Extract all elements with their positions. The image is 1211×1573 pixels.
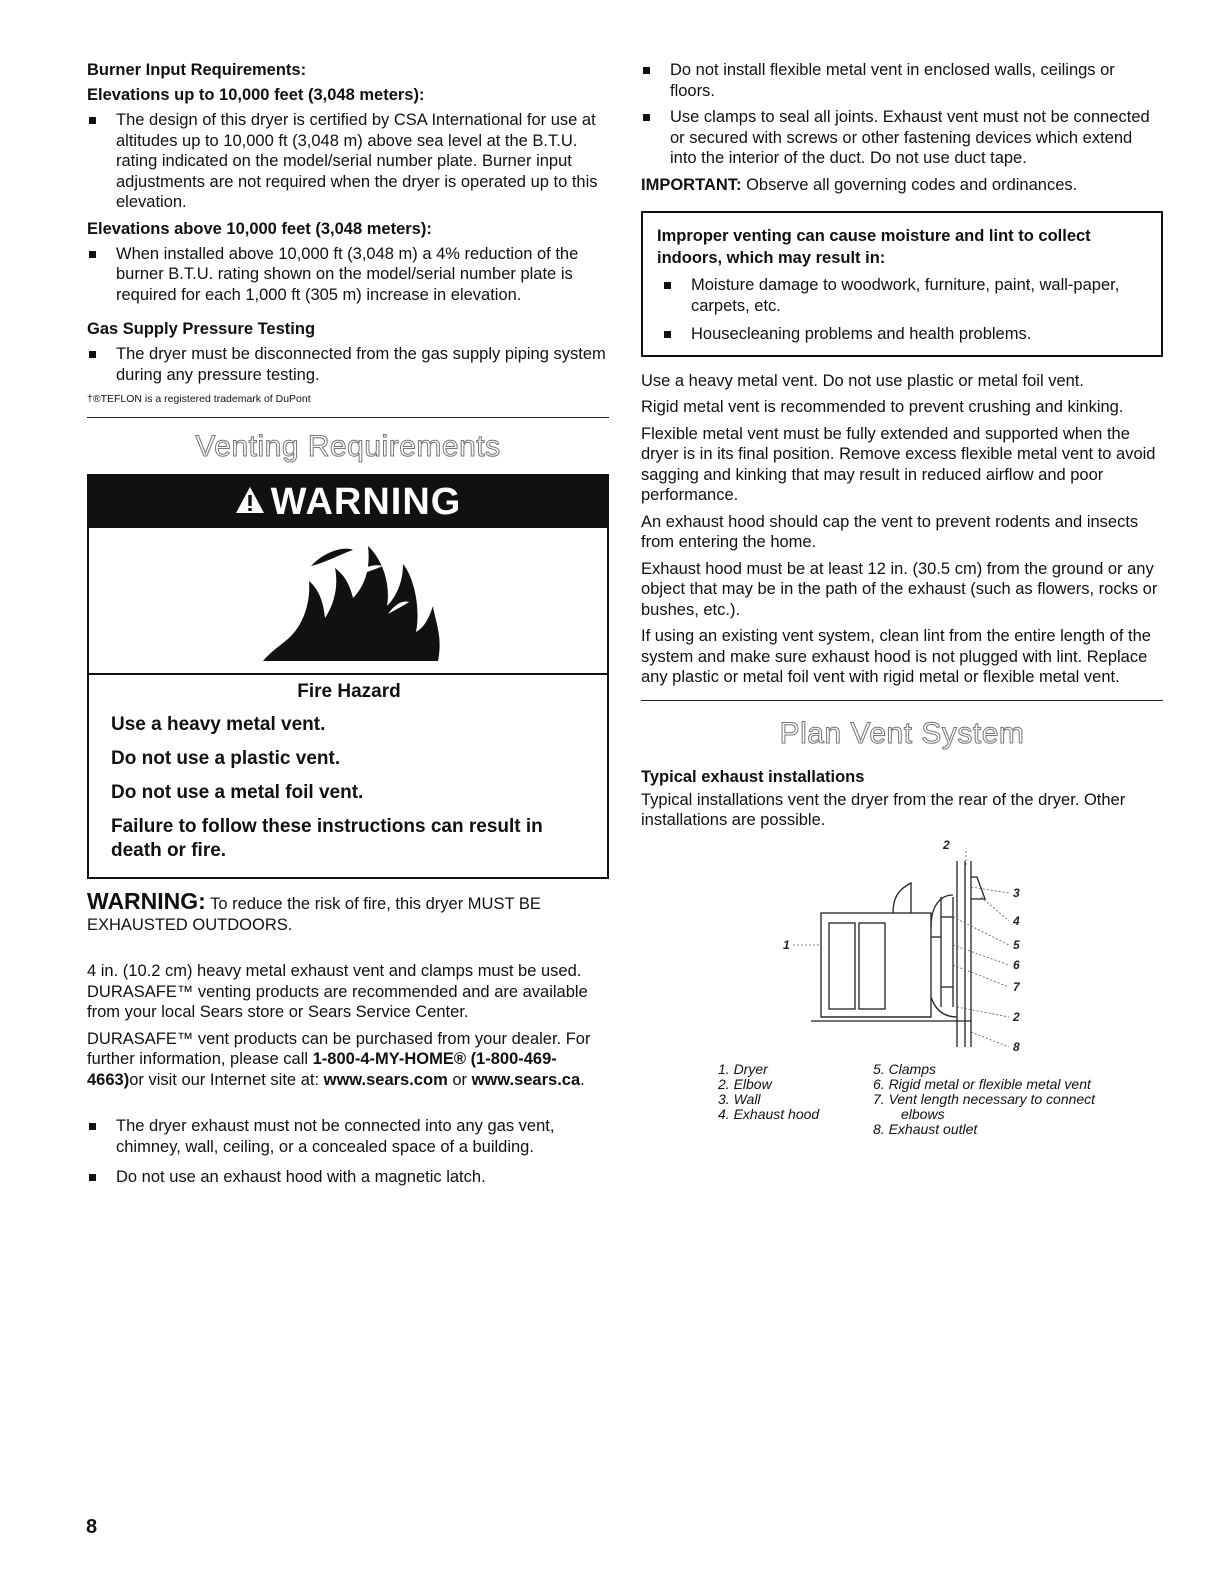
callout-label: 2 — [1013, 1009, 1020, 1024]
callout-label: 8 — [1013, 1039, 1020, 1054]
vent-paragraph: Exhaust hood must be at least 12 in. (30.5 cm) from the ground or any object that may be in the path of the exhaust (such as flowers, rocks or bushes, etc.). — [641, 559, 1158, 619]
text-run: or — [447, 1070, 472, 1089]
legend-item: 1. Dryer — [718, 1060, 768, 1077]
warning-paragraph — [87, 888, 609, 935]
text-run: or visit our Internet site at: — [129, 1070, 324, 1089]
legend-item: 8. Exhaust outlet — [873, 1120, 978, 1137]
text-run: . — [580, 1070, 585, 1089]
fire-hazard-label: Fire Hazard — [297, 681, 401, 702]
list-item: The dryer must be disconnected from the gas supply piping system during any pressure testing. — [87, 344, 609, 385]
gas-supply-list — [87, 344, 609, 385]
warning-triangle-icon — [235, 481, 265, 524]
vent-paragraph: Use a heavy metal vent. Do not use plastic or metal foil vent. — [641, 371, 1084, 390]
callout-label: 2 — [943, 837, 950, 852]
section-divider — [641, 700, 1163, 701]
left-column — [87, 60, 609, 1194]
vent-paragraph: Flexible metal vent must be fully extended and supported when the dryer is in its final position. Remove excess flexible metal vent to avoid sagging and kinking that may result in reduced airflow and poor performance. — [641, 424, 1156, 504]
warning-body — [89, 675, 607, 877]
list-item: Use clamps to seal all joints. Exhaust vent must not be connected or secured with screws or other fastening devices which extend into the interior of the duct. Do not use duct tape. — [641, 107, 1163, 169]
vent-paragraph: An exhaust hood should cap the vent to prevent rodents and insects from entering the home. — [641, 512, 1139, 551]
elevation-above-heading: Elevations above 10,000 feet (3,048 meters): — [87, 219, 432, 238]
important-text: Observe all governing codes and ordinances. — [741, 175, 1078, 194]
legend-left-column — [718, 1062, 873, 1137]
list-item: Do not install flexible metal vent in enclosed walls, ceilings or floors. — [641, 60, 1163, 101]
diagram-legend — [718, 1062, 1163, 1137]
callout-label: 6 — [1013, 957, 1020, 972]
warning-label: WARNING: — [87, 888, 206, 914]
section-divider — [87, 417, 609, 418]
legend-item: 2. Elbow — [718, 1075, 772, 1092]
burner-heading: Burner Input Requirements: — [87, 61, 307, 79]
vent-paragraph: Rigid metal vent is recommended to prevent crushing and kinking. — [641, 398, 1124, 416]
vent-paragraph-2 — [87, 1029, 609, 1091]
legend-item: 5. Clamps — [873, 1060, 937, 1077]
legend-item: elbows — [901, 1105, 945, 1122]
warning-title: WARNING — [270, 480, 462, 523]
warning-header — [89, 476, 607, 528]
plan-vent-system-title: Plan Vent System — [779, 716, 1025, 750]
list-item: Do not use an exhaust hood with a magnetic latch. — [87, 1167, 609, 1188]
sears-ca-link[interactable]: www.sears.ca — [471, 1070, 581, 1089]
elevation-up-list — [87, 110, 609, 213]
vent-paragraph-1: 4 in. (10.2 cm) heavy metal exhaust vent and clamps must be used. DURASAFE™ venting products are recommended and are available from your local Sears store or Sears Service Center. — [87, 962, 588, 1021]
page-number: 8 — [86, 1516, 98, 1538]
elevation-above-list — [87, 244, 609, 306]
callout-label: 5 — [1013, 937, 1020, 952]
teflon-footnote: †®TEFLON is a registered trademark of DuPont — [87, 393, 311, 405]
list-item: Moisture damage to woodwork, furniture, paint, wall-paper, carpets, etc. — [657, 275, 1147, 316]
sears-com-link[interactable]: www.sears.com — [323, 1070, 448, 1089]
callout-label: 4 — [1013, 913, 1020, 928]
venting-requirements-title: Venting Requirements — [195, 430, 501, 463]
improper-venting-box — [641, 211, 1163, 357]
warning-line: Do not use a metal foil vent. — [111, 782, 364, 803]
flame-icon — [89, 528, 607, 675]
list-item: When installed above 10,000 ft (3,048 m) a 4% reduction of the burner B.T.U. rating shown on the model/serial number plate is required for each 1,000 ft (305 m) increase in elevation. — [87, 244, 609, 306]
callout-label: 3 — [1013, 885, 1020, 900]
fire-warning-box — [87, 474, 609, 879]
vent-rules-list — [641, 60, 1163, 169]
phone-number: 1-800-4-MY-HOME® (1-800-469-4663) — [87, 1050, 557, 1089]
list-item: The dryer exhaust must not be connected into any gas vent, chimney, wall, ceiling, or a concealed space of a building. — [87, 1116, 609, 1157]
elevation-up-heading: Elevations up to 10,000 feet (3,048 meters): — [87, 86, 425, 104]
right-column — [641, 60, 1163, 1137]
important-note — [641, 175, 1163, 196]
legend-item: 4. Exhaust hood — [718, 1105, 820, 1122]
warning-line: Do not use a plastic vent. — [111, 748, 341, 769]
typical-installations-text: Typical installations vent the dryer from the rear of the dryer. Other installations are possible. — [641, 790, 1126, 829]
exhaust-installation-diagram — [781, 837, 1181, 1062]
legend-item: 6. Rigid metal or flexible metal vent — [873, 1075, 1091, 1092]
warning-text: To reduce the risk of fire, this dryer MUST BE EXHAUSTED OUTDOORS. — [87, 895, 541, 934]
warning-line: Use a heavy metal vent. — [111, 714, 326, 735]
improper-venting-list — [657, 275, 1147, 345]
improper-venting-heading: Improper venting can cause moisture and lint to collect indoors, which may result in: — [657, 227, 1091, 267]
callout-label: 7 — [1013, 979, 1020, 994]
text-run: DURASAFE™ vent products can be purchased from your dealer. For further information, please call — [87, 1029, 591, 1068]
warning-line: Failure to follow these instructions can result in death or fire. — [111, 816, 543, 861]
list-item: Housecleaning problems and health problems. — [657, 324, 1147, 345]
typical-installations-heading: Typical exhaust installations — [641, 767, 865, 786]
gas-supply-heading: Gas Supply Pressure Testing — [87, 320, 316, 338]
legend-right-column — [873, 1062, 1143, 1137]
dryer-body — [821, 913, 931, 1017]
important-label: IMPORTANT: — [641, 175, 742, 194]
exhaust-list — [87, 1116, 609, 1188]
callout-label: 1 — [783, 937, 790, 952]
vent-paragraph: If using an existing vent system, clean lint from the entire length of the system and make sure exhaust hood is not plugged with lint. Replace any plastic or metal foil vent with rigid metal or flexible metal vent. — [641, 627, 1151, 686]
legend-item: 7. Vent length necessary to connect — [873, 1090, 1096, 1107]
legend-item: 3. Wall — [718, 1090, 761, 1107]
list-item: The design of this dryer is certified by CSA International for use at altitudes up to 10,000 ft (3,048 m) above sea level at the B.T.U. rating indicated on the model/serial number plate. Burner input adjustments are not required when the dryer is operated up to this elevation. — [87, 110, 609, 213]
